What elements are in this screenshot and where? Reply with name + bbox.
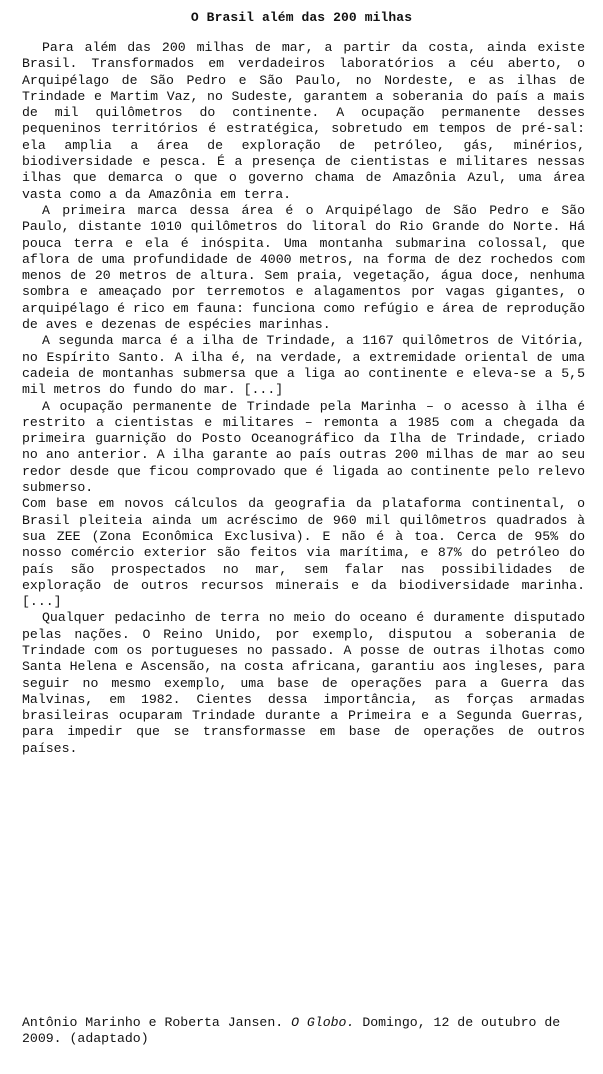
paragraph-6: Qualquer pedacinho de terra no meio do oceano é duramente disputado pelas nações. O Reino Unido, por exemplo, disputou a soberania de Trindade com os portugueses no passado. A posse de outras ilhotas como Santa Helena e Ascensão, na costa africana, garantiu aos ingleses, para seguir no mesmo exemplo, uma base de operações para a Guerra das Malvinas, em 1982. Cientes dessa importância, as forças armadas brasileiras ocuparam Trindade durante a Primeira e a Segunda Guerras, para impedir que se transformasse em base de operações de outros países. — [22, 610, 585, 756]
source-authors: Antônio Marinho e Roberta Jansen. — [22, 1015, 284, 1030]
source-publication: O Globo. — [291, 1015, 355, 1030]
paragraph-5: Com base em novos cálculos da geografia da plataforma continental, o Brasil pleiteia ainda um acréscimo de 960 mil quilômetros quadrados à sua ZEE (Zona Econômica Exclusiva). E não é à toa. Cerca de 95% do nosso comércio exterior são feitos via marítima, e 87% do petróleo do país são prospectados no mar, sem falar nas possibilidades de exploração de outros recursos minerais e da biodiversidade marinha.[...] — [22, 496, 585, 610]
paragraph-1: Para além das 200 milhas de mar, a partir da costa, ainda existe Brasil. Transformados em verdadeiros laboratórios a céu aberto, o Arquipélago de São Pedro e São Paulo, no Nordeste, e as ilhas de Trindade e Martim Vaz, no Sudeste, garantem a soberania do país a mais de mil quilômetros do continente. A ocupação permanente desses pequeninos territórios é estratégica, sobretudo em tempos de pré-sal: ela amplia a área de exploração de petróleo, gás, minérios, biodiversidade e pesca. É a presença de cientistas e militares nessas ilhas que demarca o que o governo chama de Amazônia Azul, uma área vasta como a da Amazônia em terra. — [22, 40, 585, 202]
source-date: Domingo, 12 de outubro de 2009. — [22, 1015, 561, 1047]
article-source — [22, 1015, 585, 1048]
paragraph-2: A primeira marca dessa área é o Arquipélago de São Pedro e São Paulo, distante 1010 quilômetros do litoral do Rio Grande do Norte. Há pouca terra e ela é inóspita. Uma montanha submarina colossal, que aflora de uma profundidade de 4000 metros, na forma de dez rochedos com menos de 20 metros de altura. Sem praia, vegetação, água doce, nenhuma sombra e ameaçado por terremotos e alagamentos por vagas gigantes, o arquipélago é rico em fauna: funciona como refúgio e área de reprodução de aves e dezenas de espécies marinhas. — [22, 202, 585, 333]
article-body — [22, 40, 585, 757]
paragraph-4: A ocupação permanente de Trindade pela Marinha – o acesso à ilha é restrito a cientistas e militares – remonta a 1985 com a chegada da primeira guarnição do Posto Oceanográfico da Ilha de Trindade, criado no ano anterior. A ilha garante ao país outras 200 milhas de mar ao seu redor desde que ficou comprovado que é ligada ao continente pelo relevo submerso. — [22, 398, 585, 496]
source-note: (adaptado) — [69, 1031, 149, 1047]
paragraph-3: A segunda marca é a ilha de Trindade, a 1167 quilômetros de Vitória, no Espírito Santo. A ilha é, na verdade, a extremidade oriental de uma cadeia de montanhas submersa que a liga ao continente e eleva-se a 5,5 mil metros do fundo do mar. [...] — [22, 333, 585, 398]
article-title: O Brasil além das 200 milhas — [190, 10, 413, 25]
